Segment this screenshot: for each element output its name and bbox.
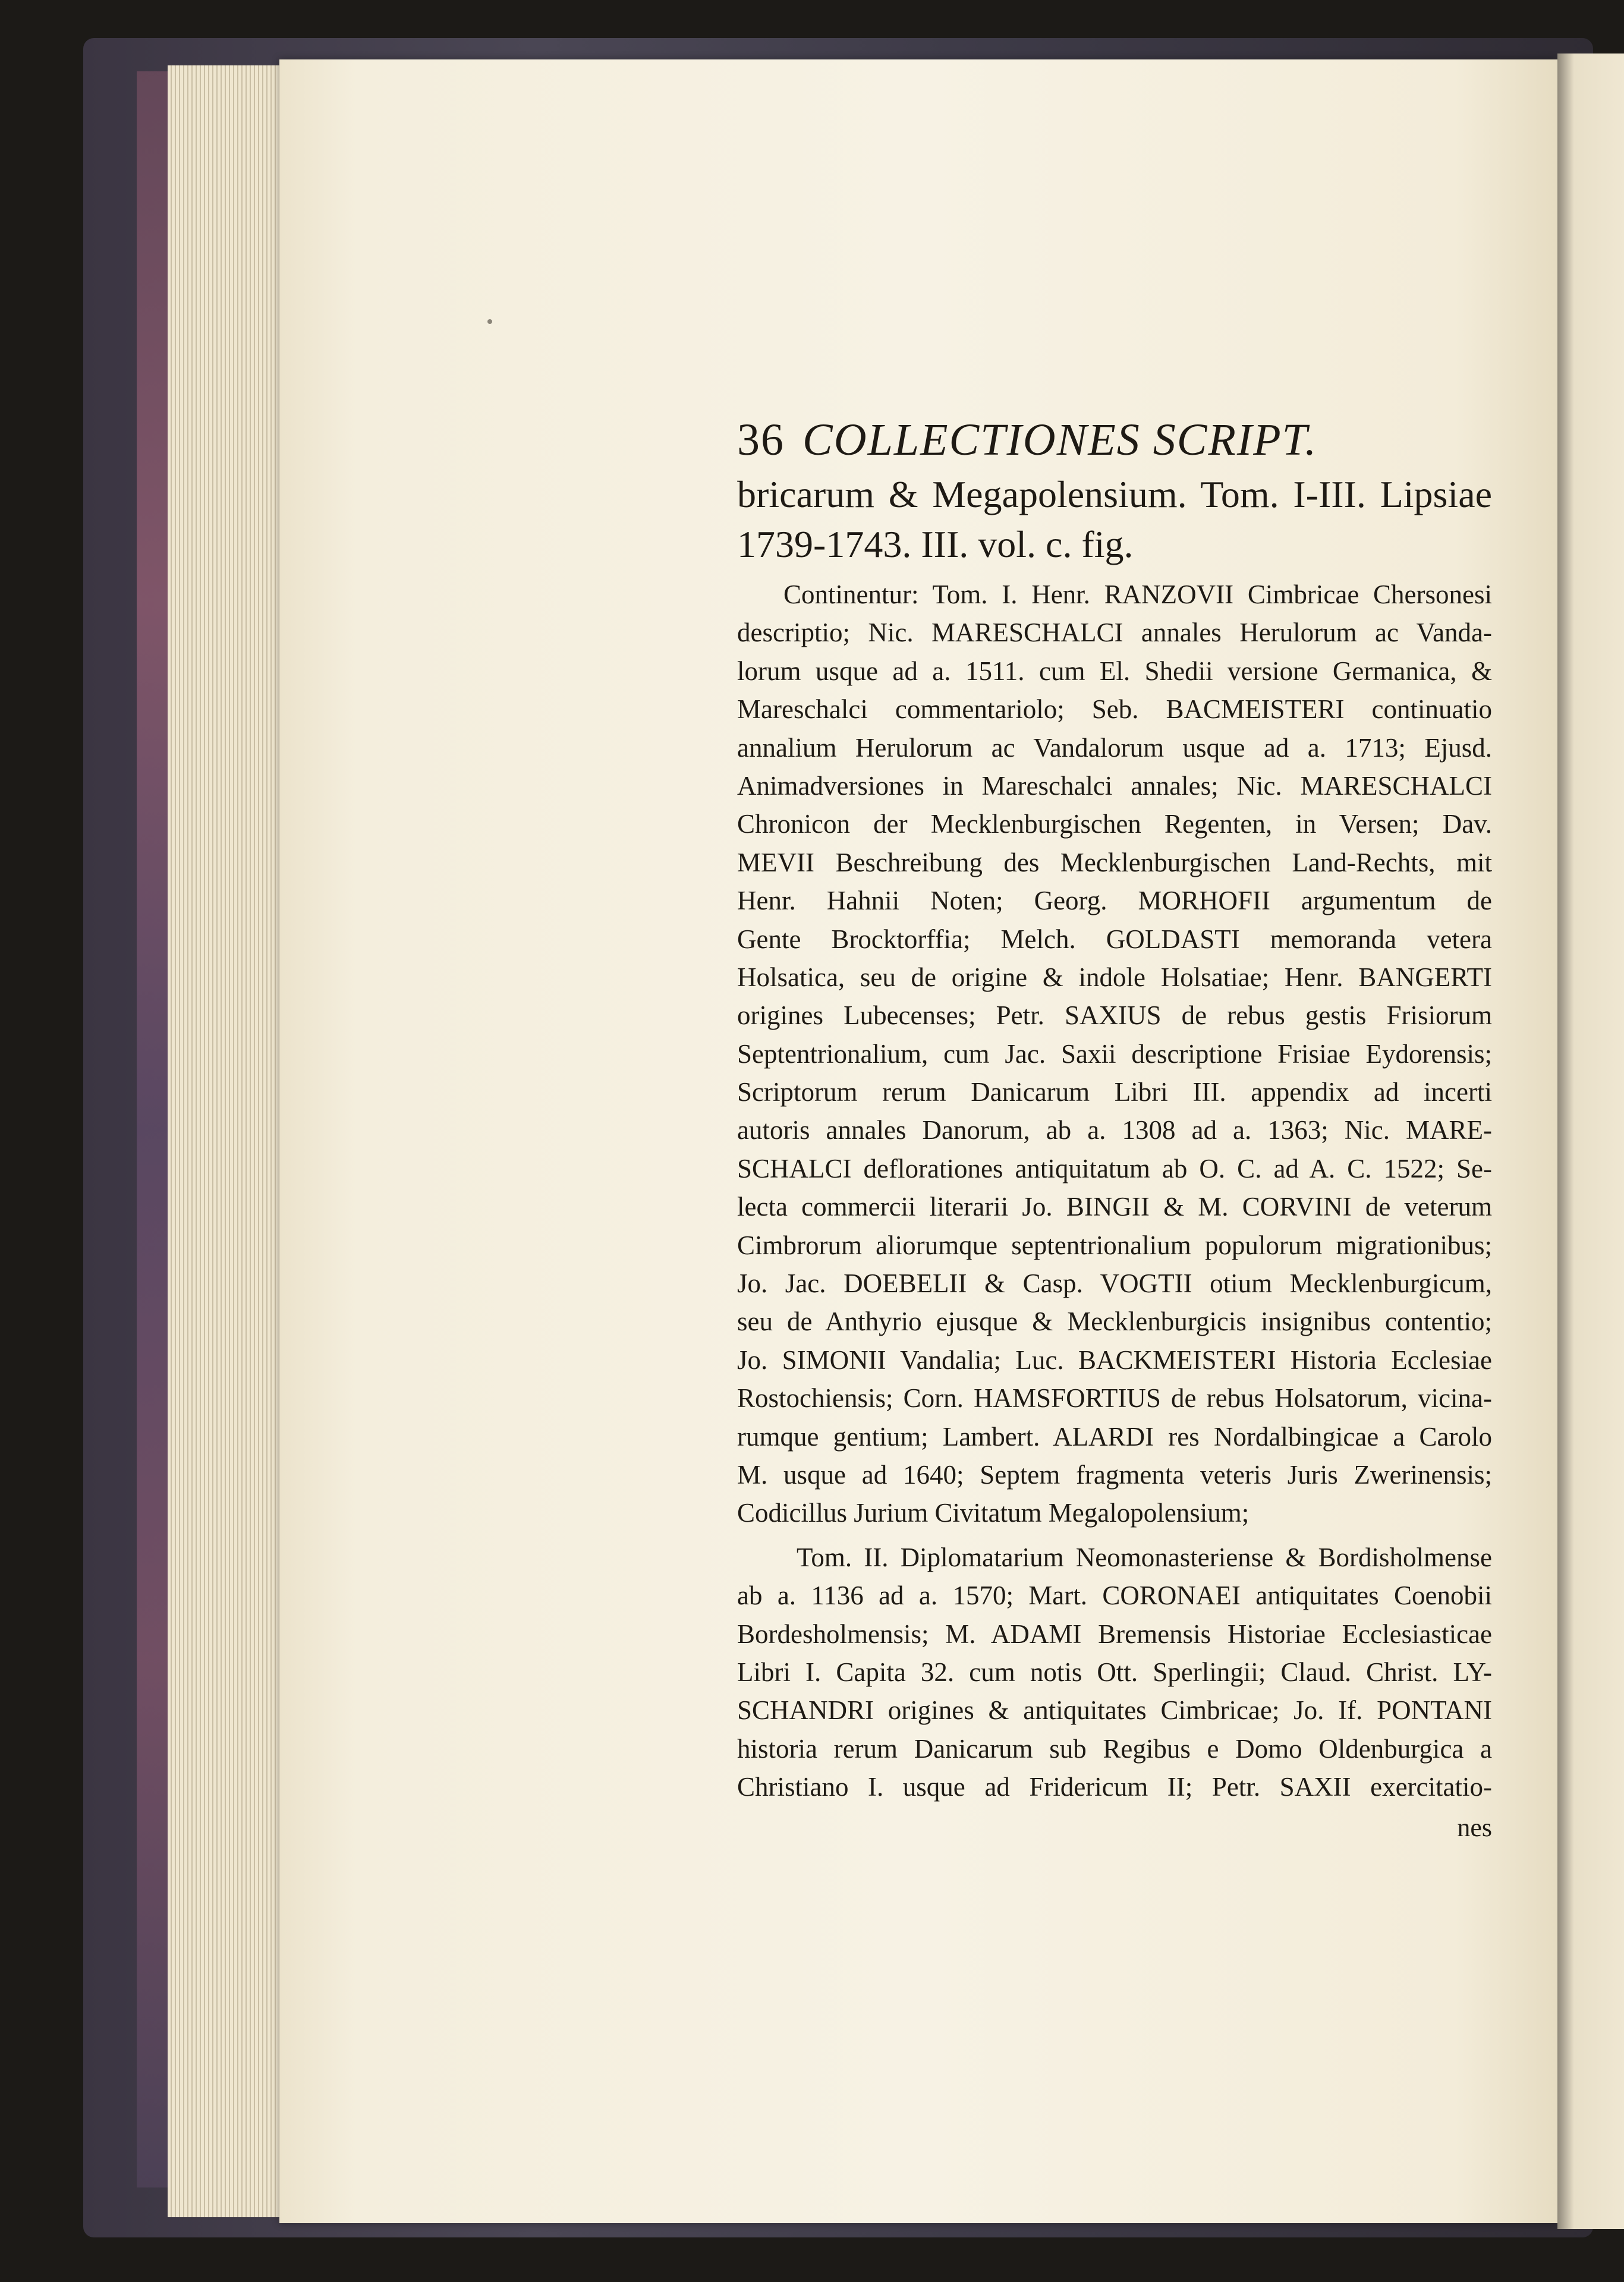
text-line: Continentur: Tom. I. Henr. RANZOVII Cimbricae Chersonesi xyxy=(783,580,1492,609)
text-line: Mareschalci commentariolo; Seb. BACMEISTERI continuatio xyxy=(737,694,1492,725)
text-line: lorum usque ad a. 1511. cum El. Shedii versione Germanica, & xyxy=(737,656,1492,686)
page-number: 36 xyxy=(737,415,785,465)
facing-page-edge xyxy=(1557,53,1624,2229)
text-line: Libri I. Capita 32. cum notis Ott. Sperlingii; Claud. Christ. LY- xyxy=(737,1657,1492,1687)
text-line: Bordesholmensis; M. ADAMI Bremensis Historiae Ecclesiasticae xyxy=(737,1619,1492,1649)
text-line: Jo. SIMONII Vandalia; Luc. BACKMEISTERI Historia Ecclesiae xyxy=(737,1345,1492,1375)
text-line: autoris annales Danorum, ab a. 1308 ad a. 1363; Nic. MARE- xyxy=(737,1115,1492,1145)
text-line: annalium Herulorum ac Vandalorum usque ad a. 1713; Ejusd. xyxy=(737,732,1492,763)
catchword: nes xyxy=(1457,1812,1492,1842)
page-edges xyxy=(168,65,287,2217)
text-line: Cimbrorum aliorumque septentrionalium populorum migrationibus; xyxy=(737,1230,1492,1260)
text-line: Tom. II. Diplomatarium Neomonasteriense & Bordisholmense xyxy=(797,1542,1492,1572)
text-line: rumque gentium; Lambert. ALARDI res Nordalbingicae a Carolo xyxy=(737,1421,1492,1452)
text-line: lecta commercii literarii Jo. BINGII & M. CORVINI de veterum xyxy=(737,1192,1492,1222)
text-line: Holsatica, seu de origine & indole Holsatiae; Henr. BANGERTI xyxy=(737,962,1492,992)
text-line: seu de Anthyrio ejusque & Mecklenburgicis insignibus contentio; xyxy=(737,1307,1492,1337)
text-line: Gente Brocktorffia; Melch. GOLDASTI memoranda vetera xyxy=(737,924,1492,954)
text-line: M. usque ad 1640; Septem fragmenta veteris Juris Zwerinensis; xyxy=(737,1459,1492,1490)
text-line: Scriptorum rerum Danicarum Libri III. appendix ad incerti xyxy=(737,1077,1492,1107)
text-line: Henr. Hahnii Noten; Georg. MORHOFII argumentum de xyxy=(737,886,1492,916)
text-line: Chronicon der Mecklenburgischen Regenten, in Versen; Dav. xyxy=(737,809,1492,839)
text-line: ab a. 1136 ad a. 1570; Mart. CORONAEI antiquitates Coenobii xyxy=(737,1581,1492,1611)
text-line: Christiano I. usque ad Fridericum II; Petr. SAXII exercitatio- xyxy=(737,1772,1492,1802)
text-line: MEVII Beschreibung des Mecklenburgischen Land-Rechts, mit xyxy=(737,847,1492,877)
running-header xyxy=(737,410,1492,470)
marbled-endpaper xyxy=(137,71,171,2187)
text-line: SCHANDRI origines & antiquitates Cimbricae; Jo. If. PONTANI xyxy=(737,1695,1492,1726)
text-line: descriptio; Nic. MARESCHALCI annales Herulorum ac Vanda- xyxy=(737,618,1492,648)
text-line: Codicillus Jurium Civitatum Megalopolensium; xyxy=(737,1498,1250,1528)
running-head: COLLECTIONES SCRIPT. xyxy=(802,415,1318,465)
text-line: Jo. Jac. DOEBELII & Casp. VOGTII otium Mecklenburgicum, xyxy=(737,1269,1492,1299)
page-text xyxy=(737,410,1492,1847)
text-line: bricarum & Megapolensium. Tom. I-III. Lipsiae xyxy=(737,473,1492,515)
text-line: SCHALCI deflorationes antiquitatum ab O. C. ad A. C. 1522; Se- xyxy=(737,1153,1492,1184)
text-line: 1739-1743. III. vol. c. fig. xyxy=(737,523,1134,565)
ink-speck xyxy=(487,319,492,324)
text-line: Animadversiones in Mareschalci annales; Nic. MARESCHALCI xyxy=(737,770,1492,801)
text-line: Rostochiensis; Corn. HAMSFORTIUS de rebus Holsatorum, vicina- xyxy=(737,1383,1492,1414)
text-line: historia rerum Danicarum sub Regibus e Domo Oldenburgica a xyxy=(737,1733,1492,1764)
text-line: Septentrionalium, cum Jac. Saxii descriptione Frisiae Eydorensis; xyxy=(737,1038,1492,1069)
text-line: origines Lubecenses; Petr. SAXIUS de rebus gestis Frisiorum xyxy=(737,1000,1492,1031)
